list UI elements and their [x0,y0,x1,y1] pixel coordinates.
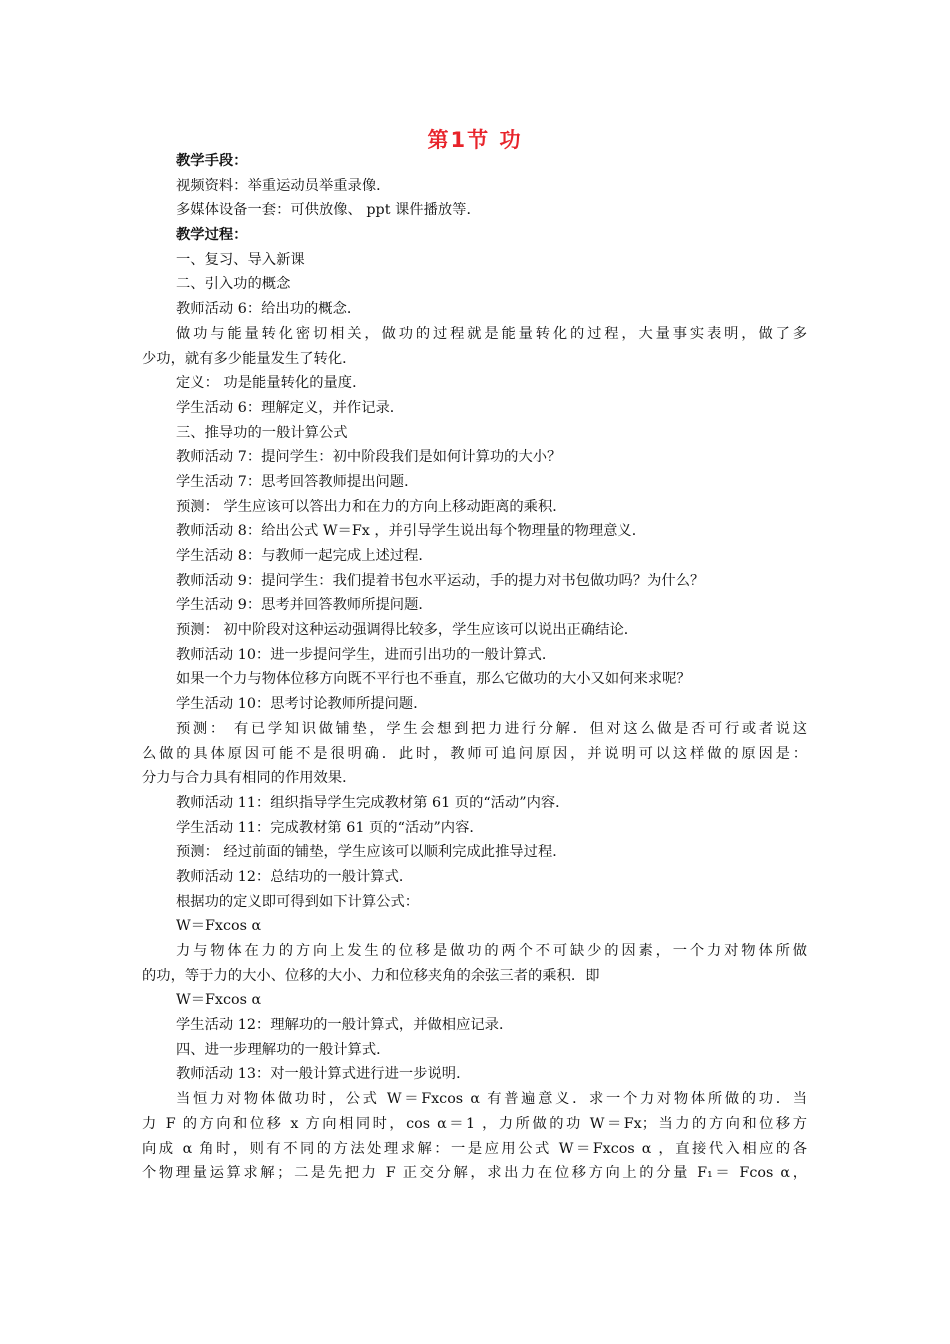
text-line: 教师活动 11：组织指导学生完成教材第 61 页的“活动”内容． [176,794,570,811]
text-line: 学生活动 9：思考并回答教师所提问题． [176,597,433,614]
text-line: 学生活动 12：理解功的一般计算式，并做相应记录． [176,1017,514,1034]
text-line: 教师活动 9：提问学生：我们提着书包水平运动，手的提力对书包做功吗？为什么？ [176,572,705,589]
text-line: 少功，就有多少能量发生了转化． [142,350,357,367]
text-line: 视频资料：举重运动员举重录像． [176,177,391,194]
section-heading: 教学过程： [176,227,248,244]
text-line: 一、复习、导入新课 [176,251,305,268]
text-line: 力 F 的方向和位移 x 方向相同时，cos α＝1 ，力所做的功 W＝Fx；当力的方向和位移方 [142,1115,807,1132]
text-line: 根据功的定义即可得到如下计算公式： [176,893,420,910]
text-line: 么做的具体原因可能不是很明确．此时，教师可追问原因，并说明可以这样做的原因是： [142,745,807,762]
text-line: 教师活动 10：进一步提问学生，进而引出功的一般计算式． [176,646,557,663]
text-line: 教师活动 12：总结功的一般计算式． [176,868,414,885]
text-line: W＝Fxcos α [176,918,262,935]
text-line: 二、引入功的概念 [176,276,291,293]
text-line: 定义： 功是能量转化的量度． [176,375,367,392]
text-line: 当恒力对物体做功时，公式 W＝Fxcos α 有普遍意义．求一个力对物体所做的功．当 [176,1091,807,1108]
text-line: 教师活动 7：提问学生：初中阶段我们是如何计算功的大小？ [176,449,562,466]
text-line: 学生活动 11：完成教材第 61 页的“活动”内容． [176,819,484,836]
text-line: 如果一个力与物体位移方向既不平行也不垂直，那么它做功的大小又如何来求呢？ [176,671,691,688]
text-line: 个物理量运算求解；二是先把力 F 正交分解，求出力在位移方向上的分量 F₁＝ Fcos α， [142,1165,807,1182]
section-heading: 教学手段： [176,153,248,169]
text-line: 教师活动 13：对一般计算式进行进一步说明． [176,1066,471,1083]
text-line: 四、进一步理解功的一般计算式． [176,1041,391,1058]
text-line: 预测： 初中阶段对这种运动强调得比较多，学生应该可以说出正确结论． [176,622,639,639]
text-line: 学生活动 8：与教师一起完成上述过程． [176,548,433,564]
text-line: 多媒体设备一套：可供放像、 ppt 课件播放等． [176,202,481,219]
text-line: 教师活动 6：给出功的概念． [176,301,362,318]
text-line: 学生活动 7：思考回答教师提出问题． [176,473,419,490]
text-line: 学生活动 6：理解定义，并作记录． [176,399,405,416]
text-line: 预测： 学生应该可以答出力和在力的方向上移动距离的乘积． [176,498,567,515]
text-line: 分力与合力具有相同的作用效果． [142,770,357,787]
text-line: 做功与能量转化密切相关，做功的过程就是能量转化的过程，大量事实表明，做了多 [176,325,807,342]
text-line: 三、推导功的一般计算公式 [176,424,348,441]
text-line: 向成 α 角时，则有不同的方法处理求解：一是应用公式 W＝Fxcos α ，直接代入相应的各 [142,1140,807,1157]
text-line: 预测： 经过前面的铺垫，学生应该可以顺利完成此推导过程． [176,844,567,861]
text-line: W＝Fxcos α [176,992,262,1009]
text-line: 学生活动 10：思考讨论教师所提问题． [176,696,428,713]
text-line: 力与物体在力的方向上发生的位移是做功的两个不可缺少的因素，一个力对物体所做 [176,943,807,959]
page-title: 第1节 功 [427,128,523,152]
text-line: 预测： 有已学知识做铺垫，学生会想到把力进行分解．但对这么做是否可行或者说这 [176,720,807,737]
text-line: 教师活动 8：给出公式 W＝Fx ，并引导学生说出每个物理量的物理意义． [176,523,647,540]
document-body [142,149,807,1186]
text-line: 的功，等于力的大小、位移的大小、力和位移夹角的余弦三者的乘积．即 [142,967,600,984]
